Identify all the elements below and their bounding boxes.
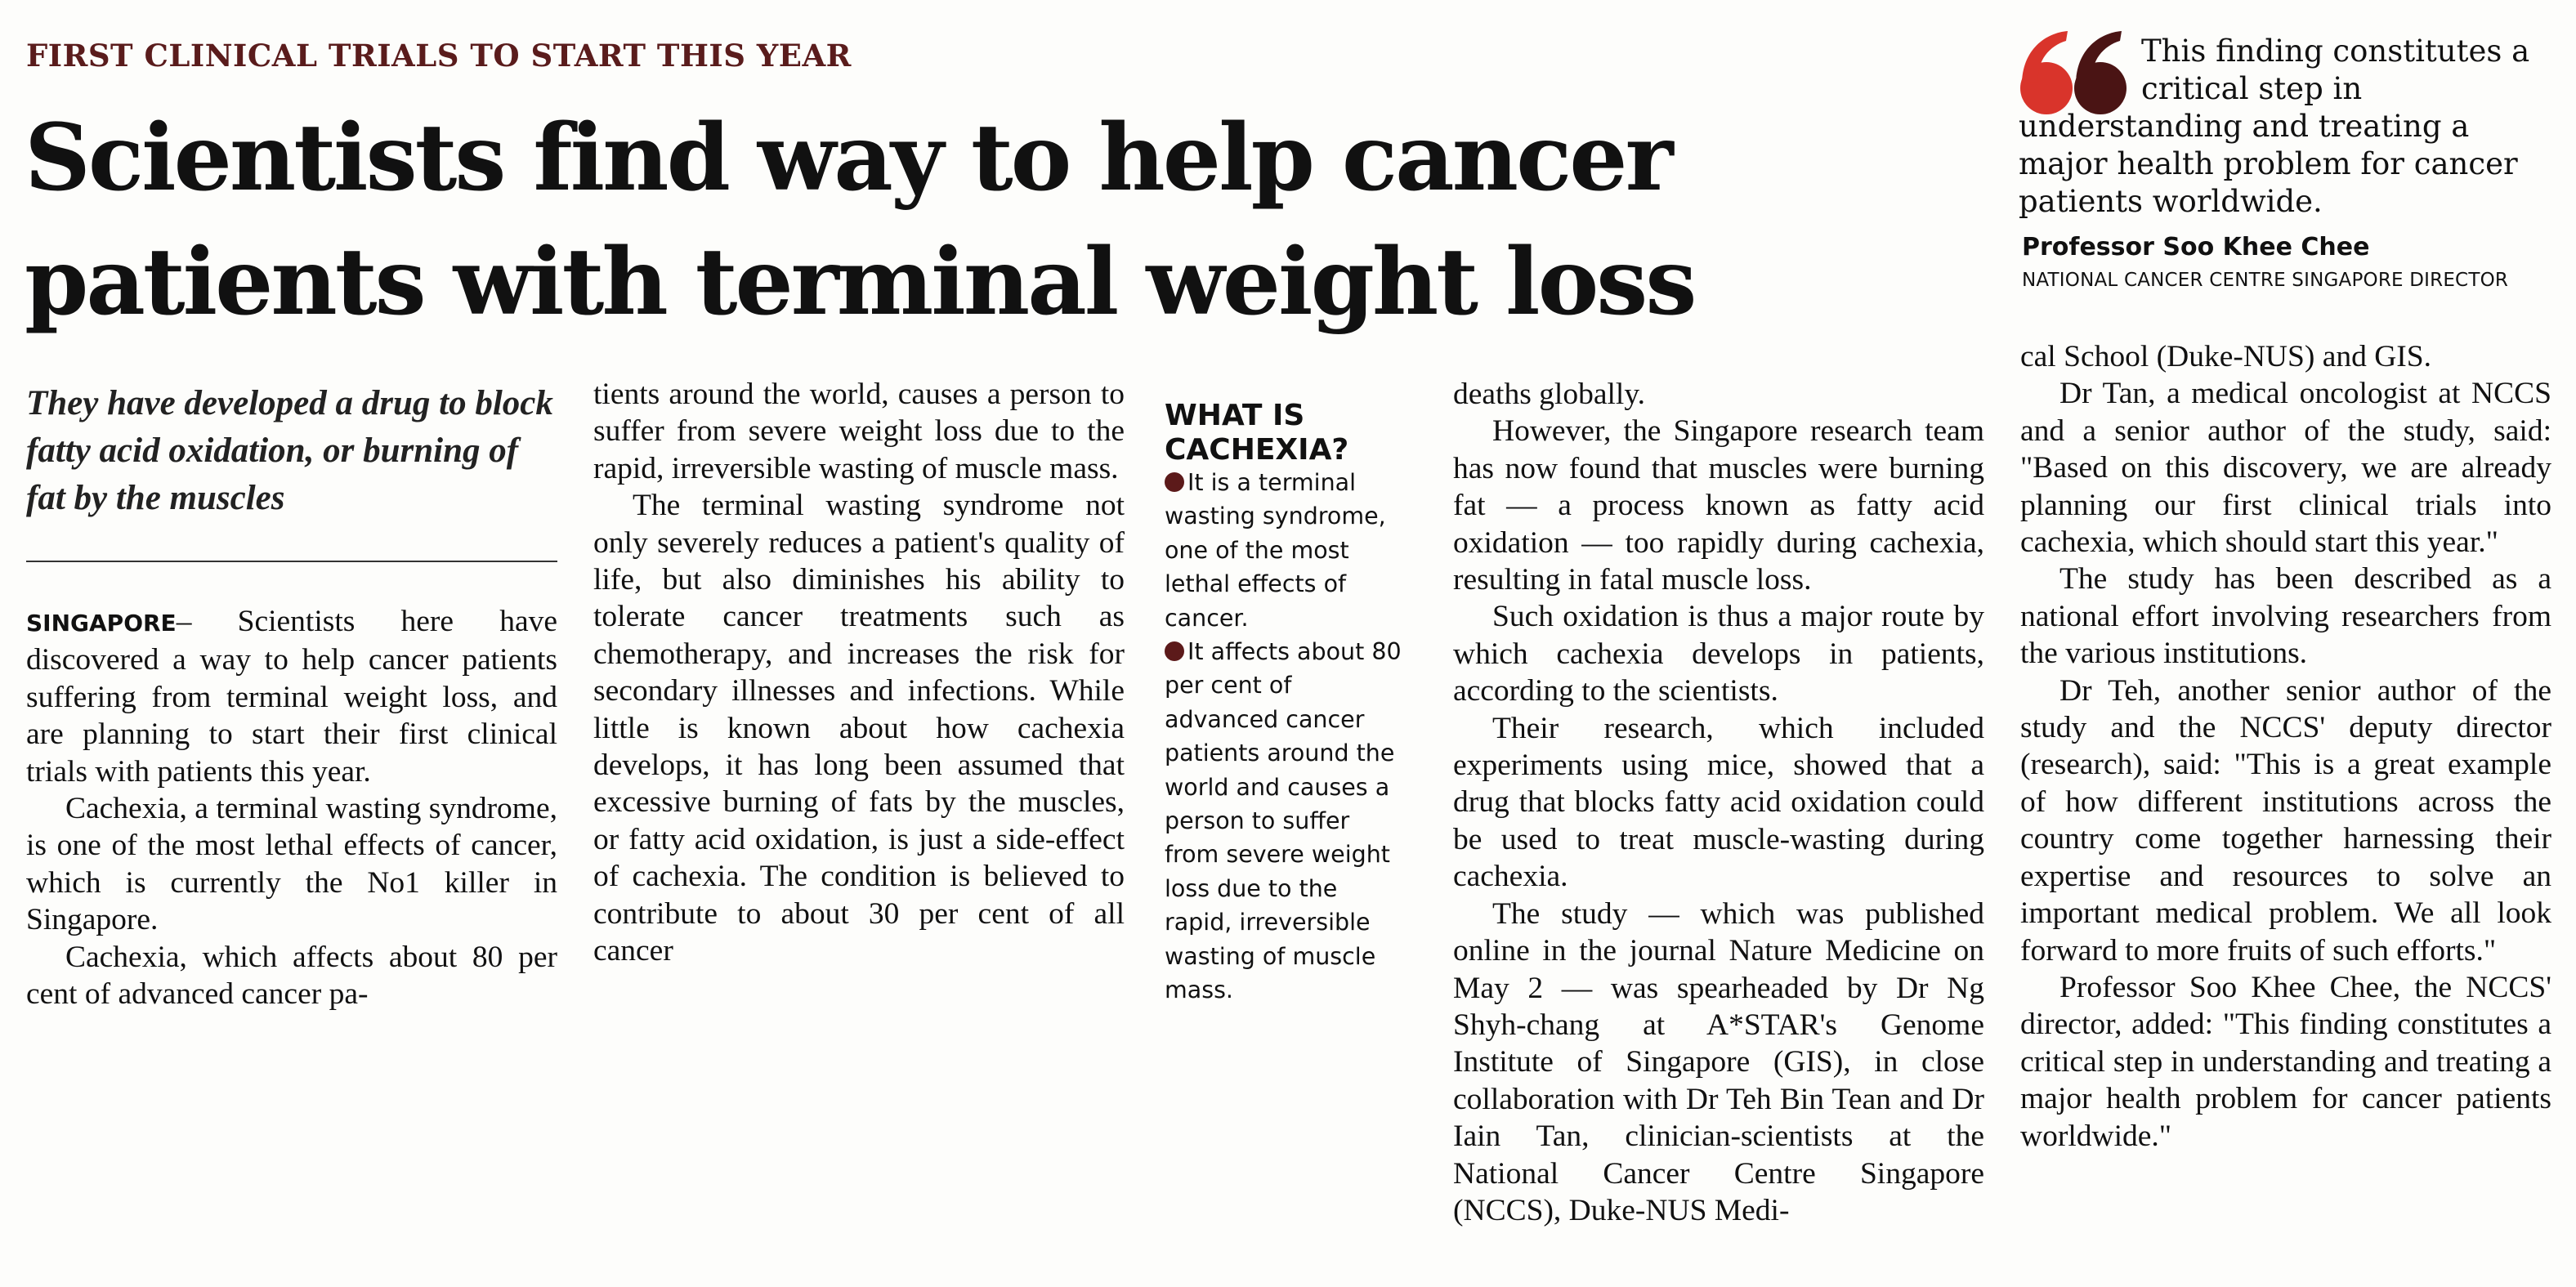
paragraph: The study — which was published online in the journal Nature Medicine on May 2 — was spearheaded by Dr Ng Shyh-chang at A*STAR's Genome Institute of Singapore (GIS), in close collaboration with Dr Teh Bin Tean and Dr Iain Tan, clinician-scientists at the National Cancer Centre Singapore (NCCS), Duke-NUS Medi- — [1453, 896, 1984, 1227]
article-column-1 — [26, 603, 557, 1012]
paragraph: tients around the world, causes a person to suffer from severe weight loss due to the rapid, irreversible wasting of muscle mass. — [593, 378, 1125, 485]
sidebar-bullet: It is a terminal wasting syndrome, one of the most lethal effects of cancer. — [1165, 469, 1386, 632]
paragraph: SINGAPORE– Scientists here have discovered a way to help cancer patients suffering from terminal weight loss, and are planning to start their first clinical trials with patients this year. — [26, 605, 557, 789]
paragraph: Cachexia, which affects about 80 per cent of advanced cancer pa- — [26, 940, 557, 1012]
paragraph: The study has been described as a national effort involving researchers from the various institutions. — [2020, 562, 2551, 671]
sidebar-title: WHAT IS CACHEXIA? — [1165, 399, 1349, 467]
article-column-2 — [593, 376, 1125, 970]
paragraph: The terminal wasting syndrome not only severely reduces a patient's quality of life, but also diminishes his ability to tolerate cancer treatments such as chemotherapy, and increases the risk for secondary illnesses and infections. While little is known about how cachexia develops, it has long been assumed that excessive burning of fats by the muscles, or fatty acid oxidation, is just a side-effect of cachexia. The condition is believed to contribute to about 30 per cent of all cancer — [593, 489, 1125, 968]
article-dek: They have developed a drug to block fatty acid oxidation, or burning of fat by the muscles — [26, 384, 553, 517]
pull-quote-attribution-title: NATIONAL CANCER CENTRE SINGAPORE DIRECTOR — [2022, 270, 2509, 291]
paragraph: Professor Soo Khee Chee, the NCCS' director, added: "This finding constitutes a critical step in understanding and treating a major health problem for cancer patients worldwide." — [2020, 970, 2551, 1153]
bullet-dot-icon — [1165, 472, 1184, 492]
paragraph: Their research, which included experiments using mice, showed that a drug that blocks fatty acid oxidation could be used to treat muscle-wasting during cachexia. — [1453, 711, 1984, 894]
paragraph: Cachexia, a terminal wasting syndrome, is one of the most lethal effects of cancer, which is currently the No1 killer in Singapore. — [26, 792, 557, 937]
paragraph: Dr Tan, a medical oncologist at NCCS and a senior author of the study, said: "Based on this discovery, we are already planning our first clinical trials into cachexia, which should start this year." — [2020, 377, 2551, 560]
pull-quote — [2019, 33, 2542, 221]
sidebar-bullet: It affects about 80 per cent of advanced cancer patients around the world and causes a person to suffer from severe weight loss due to the rapid, irreversible wasting of muscle mass. — [1165, 638, 1402, 1004]
headline-line-2: patients with terminal weight loss — [25, 229, 1695, 336]
article-headline — [25, 96, 1782, 345]
article-kicker: FIRST CLINICAL TRIALS TO START THIS YEAR — [26, 38, 852, 74]
paragraph: Such oxidation is thus a major route by which cachexia develops in patients, according to the scientists. — [1453, 600, 1984, 708]
headline-line-1: Scientists find way to help cancer — [25, 105, 1671, 212]
paragraph: cal School (Duke-NUS) and GIS. — [2020, 340, 2432, 373]
bullet-dot-icon — [1165, 641, 1184, 661]
dek-divider — [26, 561, 557, 562]
pull-quote-attribution-name: Professor Soo Khee Chee — [2022, 233, 2370, 261]
article-column-4 — [1453, 376, 1984, 1229]
dateline: SINGAPORE — [26, 610, 177, 637]
sidebar-box — [1165, 466, 1402, 1008]
article-column-5 — [2020, 338, 2551, 1155]
paragraph: Dr Teh, another senior author of the study and the NCCS' deputy director (research), said: "This is a great example of how different institutions across the country come together harnessing their expertise and resources to solve an important medical problem. We all look forward to more fruits of such efforts." — [2020, 673, 2551, 967]
paragraph: deaths globally. — [1453, 378, 1646, 411]
pull-quote-text: This finding constitutes a critical step in understanding and treating a major health problem for cancer patients worldwide. — [2019, 34, 2530, 219]
paragraph: However, the Singapore research team has now found that muscles were burning fat — a process known as fatty acid oxidation — too rapidly during cachexia, resulting in fatal muscle loss. — [1453, 414, 1984, 597]
